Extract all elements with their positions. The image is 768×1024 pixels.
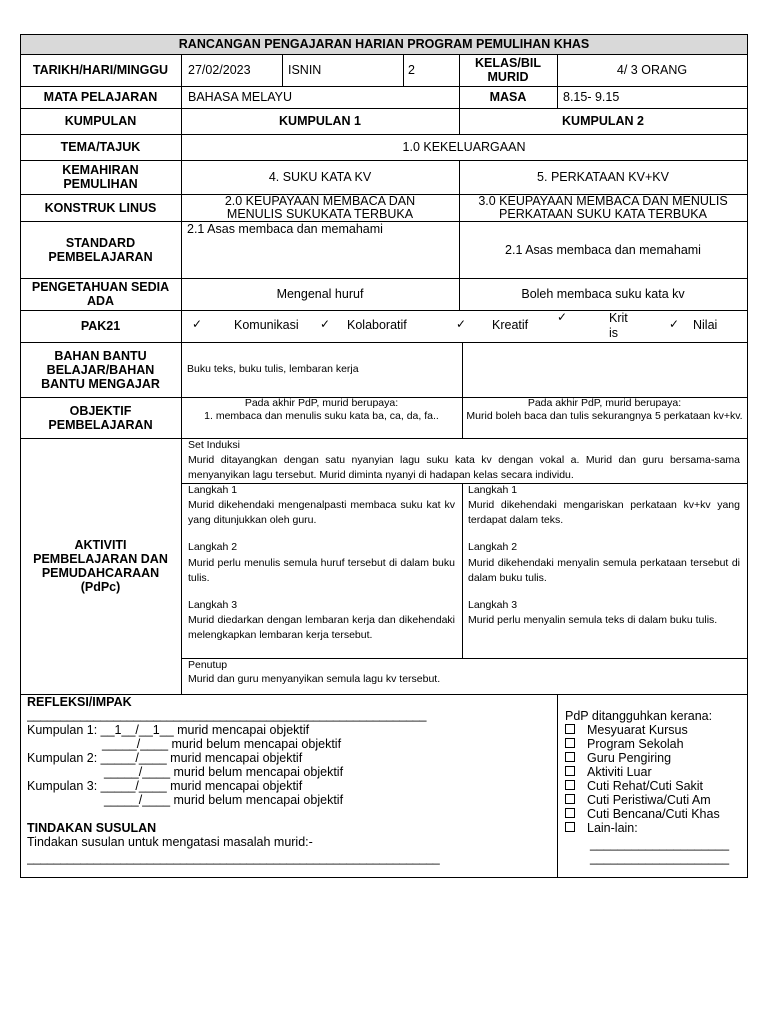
reflection-title: REFLEKSI/IMPAK [27,695,132,709]
closure-text: Murid dan guru menyanyikan semula lagu kv tersebut. [188,673,441,685]
g1-step-3-title: Langkah 3 [188,599,238,611]
postponed-option[interactable]: Lain-lain: [565,821,745,835]
g1-step-1-title: Langkah 1 [188,484,238,496]
postponed-option[interactable]: Cuti Peristiwa/Cuti Am [565,793,745,807]
g2-step-1-title: Langkah 1 [468,484,518,496]
prior-knowledge-group-2: Boleh membaca suku kata kv [521,287,685,301]
col-line [462,483,463,658]
theme-value: 1.0 KEKELUARGAAN [402,140,526,154]
border-bottom [20,877,748,878]
subject-label: MATA PELAJARAN [43,90,158,104]
induction-text: Murid ditayangkan dengan satu nyanyian lagu suku kata kv dengan vokal a. Murid dan guru bersama-sama menyanyikan lagu tersebut. Murid diminta nyanyi di hadapan kelas secara individu. [188,454,740,481]
row-line [182,658,748,659]
row-line [182,483,748,484]
time-value: 8.15- 9.15 [563,90,620,104]
construct-group-1: 2.0 KEUPAYAAN MEMBACA DAN MENULIS SUKUKATA TERBUKA [224,193,416,221]
g2-step-3-text: Murid perlu menyalin semula teks di dalam buku tulis. [468,614,718,626]
objective-group-1-intro: Pada akhir PdP, murid berupaya: [244,397,399,409]
induction-title: Set Induksi [188,439,240,451]
check-icon: ✓ [320,317,331,331]
week-value: 2 [408,63,415,77]
checkbox-icon[interactable] [565,780,575,790]
reflection-line-6: _____/____ murid belum mencapai objektif [104,793,344,807]
materials-label: BAHAN BANTU BELAJAR/BAHAN BANTU MENGAJAR [41,348,160,391]
date-value: 27/02/2023 [188,63,251,77]
checkbox-icon[interactable] [565,808,575,818]
date-label: TARIKH/HARI/MINGGU [32,63,169,77]
g1-step-2-title: Langkah 2 [188,541,238,553]
checkbox-icon[interactable] [565,794,575,804]
objective-group-2-intro: Pada akhir PdP, murid berupaya: [527,397,682,409]
g2-step-3-title: Langkah 3 [468,599,518,611]
checkbox-icon[interactable] [565,738,575,748]
g1-step-3-text: Murid diedarkan dengan lembaran kerja dan dikehendaki melengkapkan lembaran kerja tersebut. [188,614,455,641]
followup-underline: ______________________________________________________________ [27,851,440,865]
reflection-underline: ____________________________________________________________ [27,708,427,722]
objective-group-1: 1. membaca dan menulis suku kata ba, ca, da, fa.. [204,410,439,422]
col-line [462,342,463,438]
col-line [403,54,404,86]
standard-group-2: 2.1 Asas membaca dan memahami [505,242,701,257]
g1-step-1-text: Murid dikehendaki mengenalpasti membaca suku kat kv yang ditunjukkan oleh guru. [188,499,455,526]
pak21-item-kritis: Krit is [609,311,628,340]
group-2-header: KUMPULAN 2 [562,114,644,128]
check-icon: ✓ [456,317,467,331]
pak21-item-nilai: Nilai [693,318,718,332]
group-label: KUMPULAN [64,114,137,128]
materials-group-2 [468,342,743,397]
objective-group-2: Murid boleh baca dan tulis sekurangnya 5 perkataan kv+kv. [466,410,743,422]
g2-step-2-title: Langkah 2 [468,541,518,553]
standard-group-1: 2.1 Asas membaca dan memahami [187,222,383,236]
construct-label: KONSTRUK LINUS [44,200,157,215]
col-line [282,54,283,86]
class-label: KELAS/BIL MURID [475,56,541,84]
skill-group-1: 4. SUKU KATA KV [268,170,372,184]
followup-title: TINDAKAN SUSULAN [27,821,157,835]
check-icon: ✓ [557,310,568,324]
pak21-item-komunikasi: Komunikasi [234,318,299,332]
prior-knowledge-group-1: Mengenal huruf [276,287,364,301]
g2-step-1-text: Murid dikehendaki mengariskan perkataan kv+kv yang terdapat dalam teks. [468,499,740,526]
pak21-label: PAK21 [80,319,121,333]
closure-title: Penutup [188,659,228,671]
checkbox-icon[interactable] [565,766,575,776]
day-value: ISNIN [288,63,322,77]
time-label: MASA [489,90,527,104]
standard-label: STANDARD PEMBELAJARAN [48,235,153,264]
col-line [557,694,558,877]
pak21-item-kreatif: Kreatif [492,318,529,332]
materials-group-1: Buku teks, buku tulis, lembaran kerja [187,363,359,375]
activity-label: AKTIVITI PEMBELAJARAN DAN PEMUDAHCARAAN (PdPc) [33,538,168,594]
postponed-option[interactable]: Mesyuarat Kursus [565,723,745,737]
g2-step-2-text: Murid dikehendaki menyalin semula perkataan tersebut di dalam buku tulis. [468,557,740,584]
postponed-option[interactable]: Aktiviti Luar [565,765,745,779]
checkbox-icon[interactable] [565,752,575,762]
border-right [747,34,748,878]
pak21-item-kolaboratif: Kolaboratif [347,318,407,332]
followup-text: Tindakan susulan untuk mengatasi masalah murid:- [27,835,313,849]
skill-group-2: 5. PERKATAAN KV+KV [537,170,669,184]
postponed-option[interactable]: Guru Pengiring [565,751,745,765]
class-value: 4/ 3 ORANG [616,63,688,77]
g1-step-2-text: Murid perlu menulis semula huruf tersebut di dalam buku tulis. [188,557,455,584]
postponed-option[interactable]: Cuti Bencana/Cuti Khas [565,807,745,821]
reflection-line-4: _____/____ murid belum mencapai objektif [104,765,344,779]
reflection-line-5: Kumpulan 3: _____/____ murid mencapai objektif [27,779,303,793]
theme-label: TEMA/TAJUK [60,140,141,154]
postponed-option[interactable]: Cuti Rehat/Cuti Sakit [565,779,745,793]
checkbox-icon[interactable] [565,724,575,734]
other-reason-blank-2[interactable]: ____________________ [590,851,730,865]
reflection-line-1: Kumpulan 1: __1__/__1__ murid mencapai objektif [27,723,310,737]
skill-label: KEMAHIRAN PEMULIHAN [62,163,139,191]
page-title: RANCANGAN PENGAJARAN HARIAN PROGRAM PEMULIHAN KHAS [178,37,590,51]
postponed-title: PdP ditangguhkan kerana: [565,709,713,723]
other-reason-blank-1[interactable]: ____________________ [590,837,730,851]
subject-value: BAHASA MELAYU [188,90,292,104]
reflection-line-2: _____/____ murid belum mencapai objektif [102,737,342,751]
group-1-header: KUMPULAN 1 [279,114,361,128]
postponed-option[interactable]: Program Sekolah [565,737,745,751]
check-icon: ✓ [192,317,203,331]
objective-label: OBJEKTIF PEMBELAJARAN [48,403,153,432]
construct-group-2: 3.0 KEUPAYAAN MEMBACA DAN MENULIS PERKATAAN SUKU KATA TERBUKA [478,193,728,221]
checkbox-icon[interactable] [565,822,575,832]
reflection-line-3: Kumpulan 2: _____/____ murid mencapai objektif [27,751,303,765]
prior-knowledge-label: PENGETAHUAN SEDIA ADA [31,280,170,308]
postponed-list [565,723,745,835]
check-icon: ✓ [669,317,680,331]
